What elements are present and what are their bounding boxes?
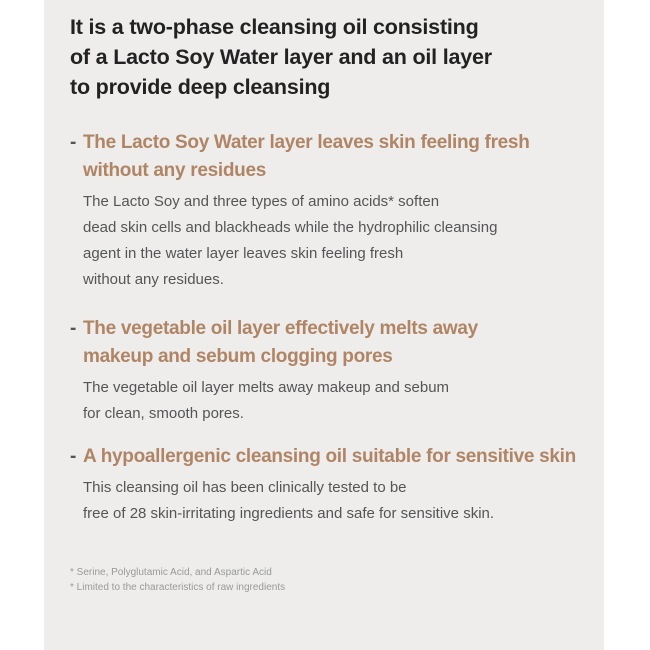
product-info-panel [44, 0, 604, 650]
section-body [83, 475, 594, 527]
section-heading [70, 443, 594, 471]
heading-line: The Lacto Soy Water layer leaves skin feeling fresh [83, 132, 530, 153]
body-line: The Lacto Soy and three types of amino acids* soften [83, 193, 440, 210]
body-line: dead skin cells and blackheads while the hydrophilic cleansing [83, 219, 498, 236]
section-heading [70, 315, 594, 371]
body-line: This cleansing oil has been clinically tested to be [83, 479, 407, 496]
intro-line: to provide deep cleansing [70, 75, 331, 99]
intro-line: It is a two-phase cleansing oil consisting [70, 15, 479, 39]
bullet-dash: - [70, 132, 77, 153]
bullet-dash: - [70, 318, 77, 339]
heading-line: A hypoallergenic cleansing oil suitable for sensitive skin [83, 446, 576, 467]
section-water-layer [70, 129, 594, 293]
section-heading [70, 129, 594, 185]
body-line: free of 28 skin-irritating ingredients and safe for sensitive skin. [83, 505, 495, 522]
section-body [83, 375, 594, 427]
section-oil-layer [70, 315, 594, 427]
intro-line: of a Lacto Soy Water layer and an oil layer [70, 45, 492, 69]
body-line: The vegetable oil layer melts away makeup and sebum [83, 379, 450, 396]
bullet-dash: - [70, 446, 77, 467]
heading-line: The vegetable oil layer effectively melts away [83, 318, 478, 339]
footnote: * Serine, Polyglutamic Acid, and Aspartic Acid [70, 567, 272, 578]
section-hypoallergenic [70, 443, 594, 527]
heading-line: makeup and sebum clogging pores [83, 346, 393, 367]
body-line: without any residues. [83, 271, 224, 288]
body-line: for clean, smooth pores. [83, 405, 244, 422]
heading-line: without any residues [83, 160, 266, 181]
footnote: * Limited to the characteristics of raw ingredients [70, 582, 286, 593]
intro-title [70, 12, 594, 102]
body-line: agent in the water layer leaves skin feeling fresh [83, 245, 404, 262]
section-body [83, 189, 594, 293]
footnotes [70, 565, 594, 595]
